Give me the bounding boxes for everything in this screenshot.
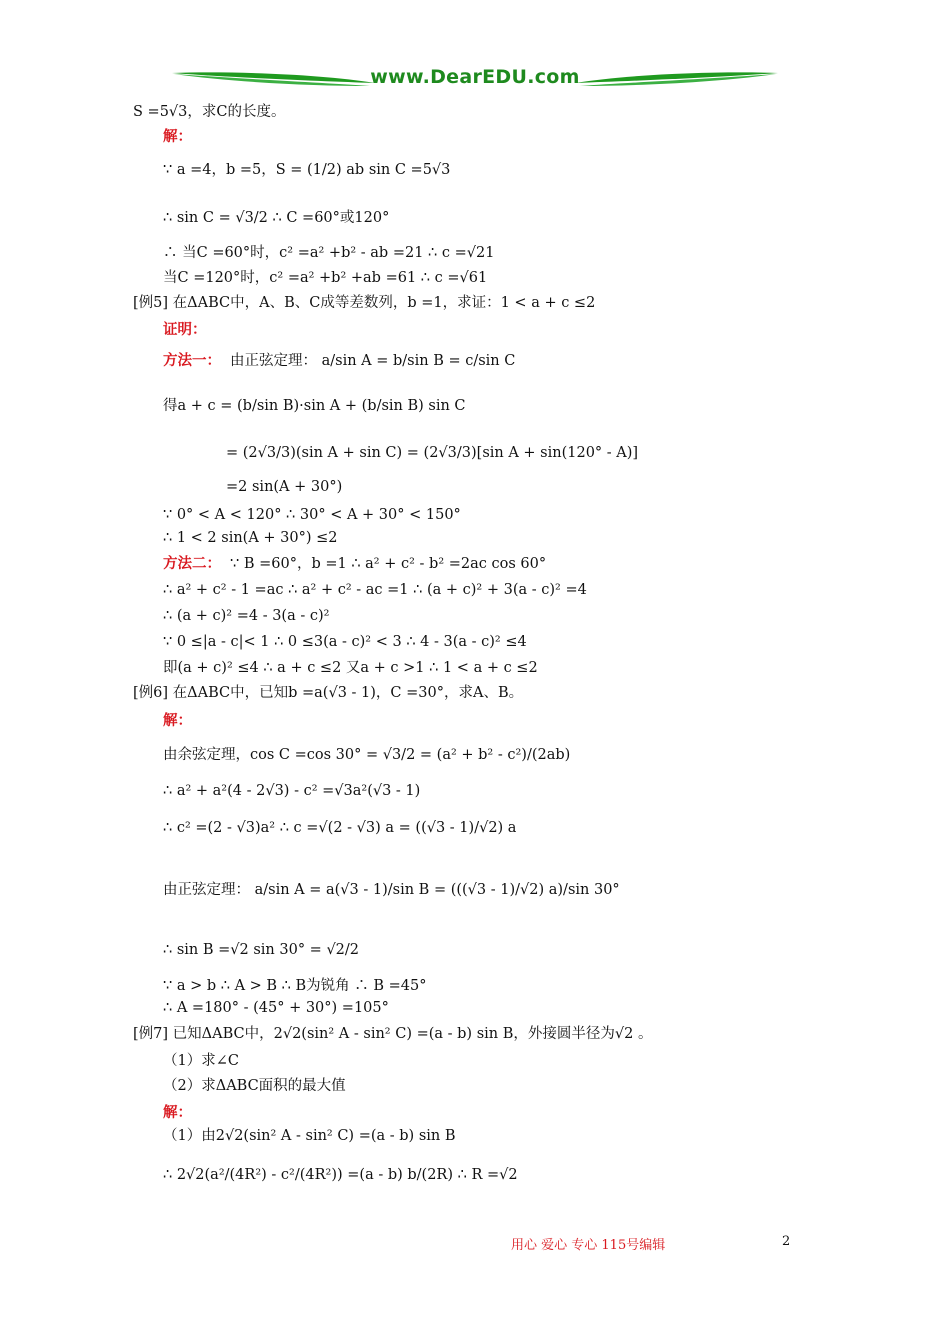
text-line-l26: ∴ sin B =√2 sin 30° = √2/2	[163, 942, 360, 958]
text-line-l23: ∴ a² + a²(4 - 2√3) - c² =√3a²(√3 - 1)	[163, 783, 421, 799]
text-line-l05: ∴ 当C =60°时，c² =a² +b² - ab =21 ∴ c =√21	[163, 245, 495, 261]
text-line-l04: ∴ sin C = √3/2 ∴ C =60°或120°	[163, 210, 390, 226]
text-line-l15a: 方法二：	[163, 555, 221, 572]
text-line-l16: ∴ a² + c² - 1 =ac ∴ a² + c² - ac =1 ∴ (a + c)² + 3(a - c)² =4	[163, 582, 587, 598]
text-line-l17: ∴ (a + c)² =4 - 3(a - c)²	[163, 608, 330, 624]
site-url[interactable]: www.DearEDU.com	[370, 66, 580, 88]
text-line-l13: ∵ 0° < A < 120° ∴ 30° < A + 30° < 150°	[163, 507, 461, 523]
text-line-l08: 证明：	[163, 321, 207, 338]
text-line-l27: ∵ a > b ∴ A > B ∴ B为锐角 ∴ B =45°	[163, 978, 427, 994]
text-line-l32: 解：	[163, 1104, 192, 1121]
text-line-l07: [例5] 在ΔABC中，A、B、C成等差数列，b =1，求证：1 < a + c ≤2	[133, 295, 596, 311]
text-line-l21: 解：	[163, 712, 192, 729]
text-line-l31: （2）求ΔABC面积的最大值	[163, 1078, 346, 1094]
footer-slogan: 用心 爱心 专心 115号编辑	[511, 1238, 666, 1253]
text-line-l20: [例6] 在ΔABC中，已知b =a(√3 - 1)，C =30°，求A、B。	[133, 685, 524, 701]
text-line-l10: 得a + c = (b/sin B)·sin A + (b/sin B) sin C	[163, 398, 466, 414]
text-line-l06: 当C =120°时，c² =a² +b² +ab =61 ∴ c =√61	[163, 270, 488, 286]
text-line-l18: ∵ 0 ≤|a - c|< 1 ∴ 0 ≤3(a - c)² < 3 ∴ 4 - 3(a - c)² ≤4	[163, 634, 527, 650]
text-line-l24: ∴ c² =(2 - √3)a² ∴ c =√(2 - √3) a = ((√3 - 1)/√2) a	[163, 820, 517, 836]
text-line-l22: 由余弦定理，cos C =cos 30° = √3/2 = (a² + b² - c²)/(2ab)	[163, 747, 571, 763]
text-line-l12: =2 sin(A + 30°)	[226, 479, 343, 495]
text-line-l33: （1）由2√2(sin² A - sin² C) =(a - b) sin B	[163, 1128, 456, 1144]
text-line-l14: ∴ 1 < 2 sin(A + 30°) ≤2	[163, 530, 338, 546]
page-number: 2	[782, 1234, 791, 1249]
text-line-l03: ∵ a =4，b =5，S = (1/2) ab sin C =5√3	[163, 162, 451, 178]
text-line-l11: = (2√3/3)(sin A + sin C) = (2√3/3)[sin A + sin(120° - A)]	[226, 445, 639, 461]
text-line-l30: （1）求∠C	[163, 1053, 239, 1069]
text-line-l02: 解：	[163, 128, 192, 145]
text-line-l19: 即(a + c)² ≤4 ∴ a + c ≤2 又a + c >1 ∴ 1 < a + c ≤2	[163, 660, 538, 676]
text-line-l25: 由正弦定理： a/sin A = a(√3 - 1)/sin B = (((√3 - 1)/√2) a)/sin 30°	[163, 882, 620, 898]
text-line-l29: [例7] 已知ΔABC中，2√2(sin² A - sin² C) =(a - b) sin B，外接圆半径为√2 。	[133, 1026, 653, 1042]
text-line-l15b: ∵ B =60°，b =1 ∴ a² + c² - b² =2ac cos 60°	[230, 556, 547, 572]
text-line-l28: ∴ A =180° - (45° + 30°) =105°	[163, 1000, 389, 1016]
text-line-l01: S =5√3，求C的长度。	[133, 104, 286, 120]
text-line-l34: ∴ 2√2(a²/(4R²) - c²/(4R²)) =(a - b) b/(2R) ∴ R =√2	[163, 1167, 518, 1183]
text-line-l09b: 由正弦定理： a/sin A = b/sin B = c/sin C	[230, 353, 516, 369]
text-line-l09a: 方法一：	[163, 352, 221, 369]
site-header	[170, 64, 780, 96]
